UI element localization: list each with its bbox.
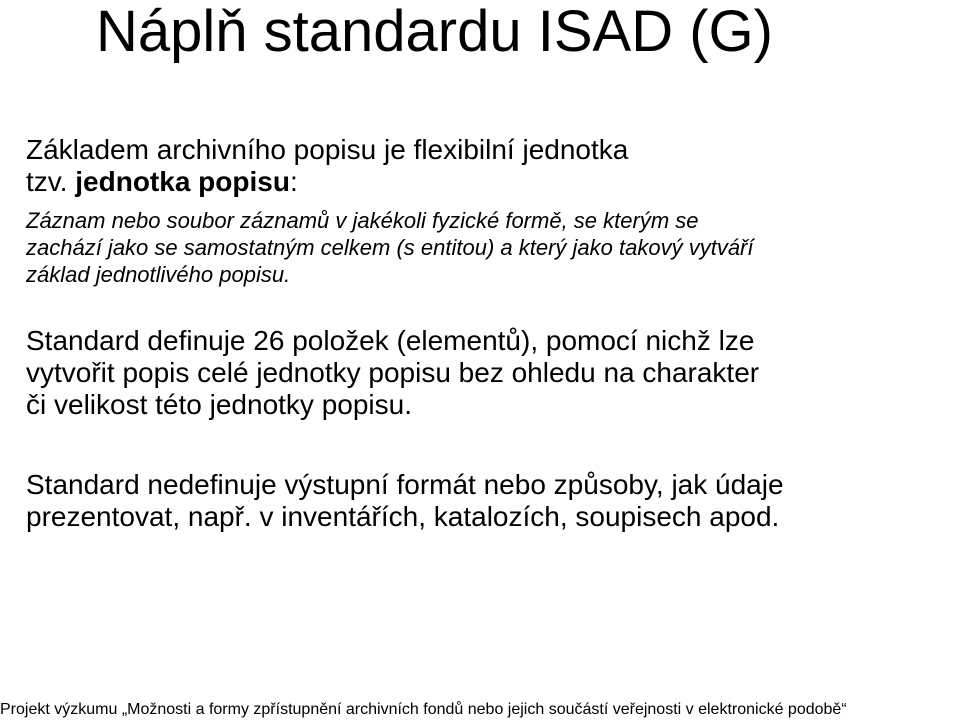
- elements-paragraph: [26, 325, 759, 421]
- unit-of-description-term: jednotka popisu: [75, 166, 290, 197]
- intro-line-1: Základem archivního popisu je flexibilní jednotka: [26, 134, 629, 165]
- footer-project-caption: Projekt výzkumu „Možnosti a formy zpřístupnění archivních fondů nebo jejich součástí veřejnosti v elektronické podobě“: [0, 701, 847, 718]
- intro-paragraph: [26, 134, 628, 198]
- definition-paragraph: [26, 207, 754, 288]
- intro-suffix: :: [289, 166, 298, 197]
- format-line-2: prezentovat, např. v inventářích, katalozích, soupisech apod.: [26, 501, 780, 532]
- elements-line-1: Standard definuje 26 položek (elementů), pomocí nichž lze: [26, 325, 755, 356]
- format-paragraph: [26, 469, 784, 533]
- page-title: Náplň standardu ISAD (G): [96, 0, 773, 64]
- definition-line-1: Záznam nebo soubor záznamů v jakékoli fyzické formě, se kterým se: [26, 208, 699, 233]
- intro-prefix: tzv.: [26, 166, 76, 197]
- elements-line-2: vytvořit popis celé jednotky popisu bez ohledu na charakter: [26, 357, 760, 388]
- format-line-1: Standard nedefinuje výstupní formát nebo způsoby, jak údaje: [26, 469, 784, 500]
- intro-line-2: [26, 166, 628, 198]
- definition-line-3: základ jednotlivého popisu.: [26, 262, 291, 287]
- elements-line-3: či velikost této jednotky popisu.: [26, 389, 412, 420]
- definition-line-2: zachází jako se samostatným celkem (s entitou) a který jako takový vytváří: [26, 235, 754, 260]
